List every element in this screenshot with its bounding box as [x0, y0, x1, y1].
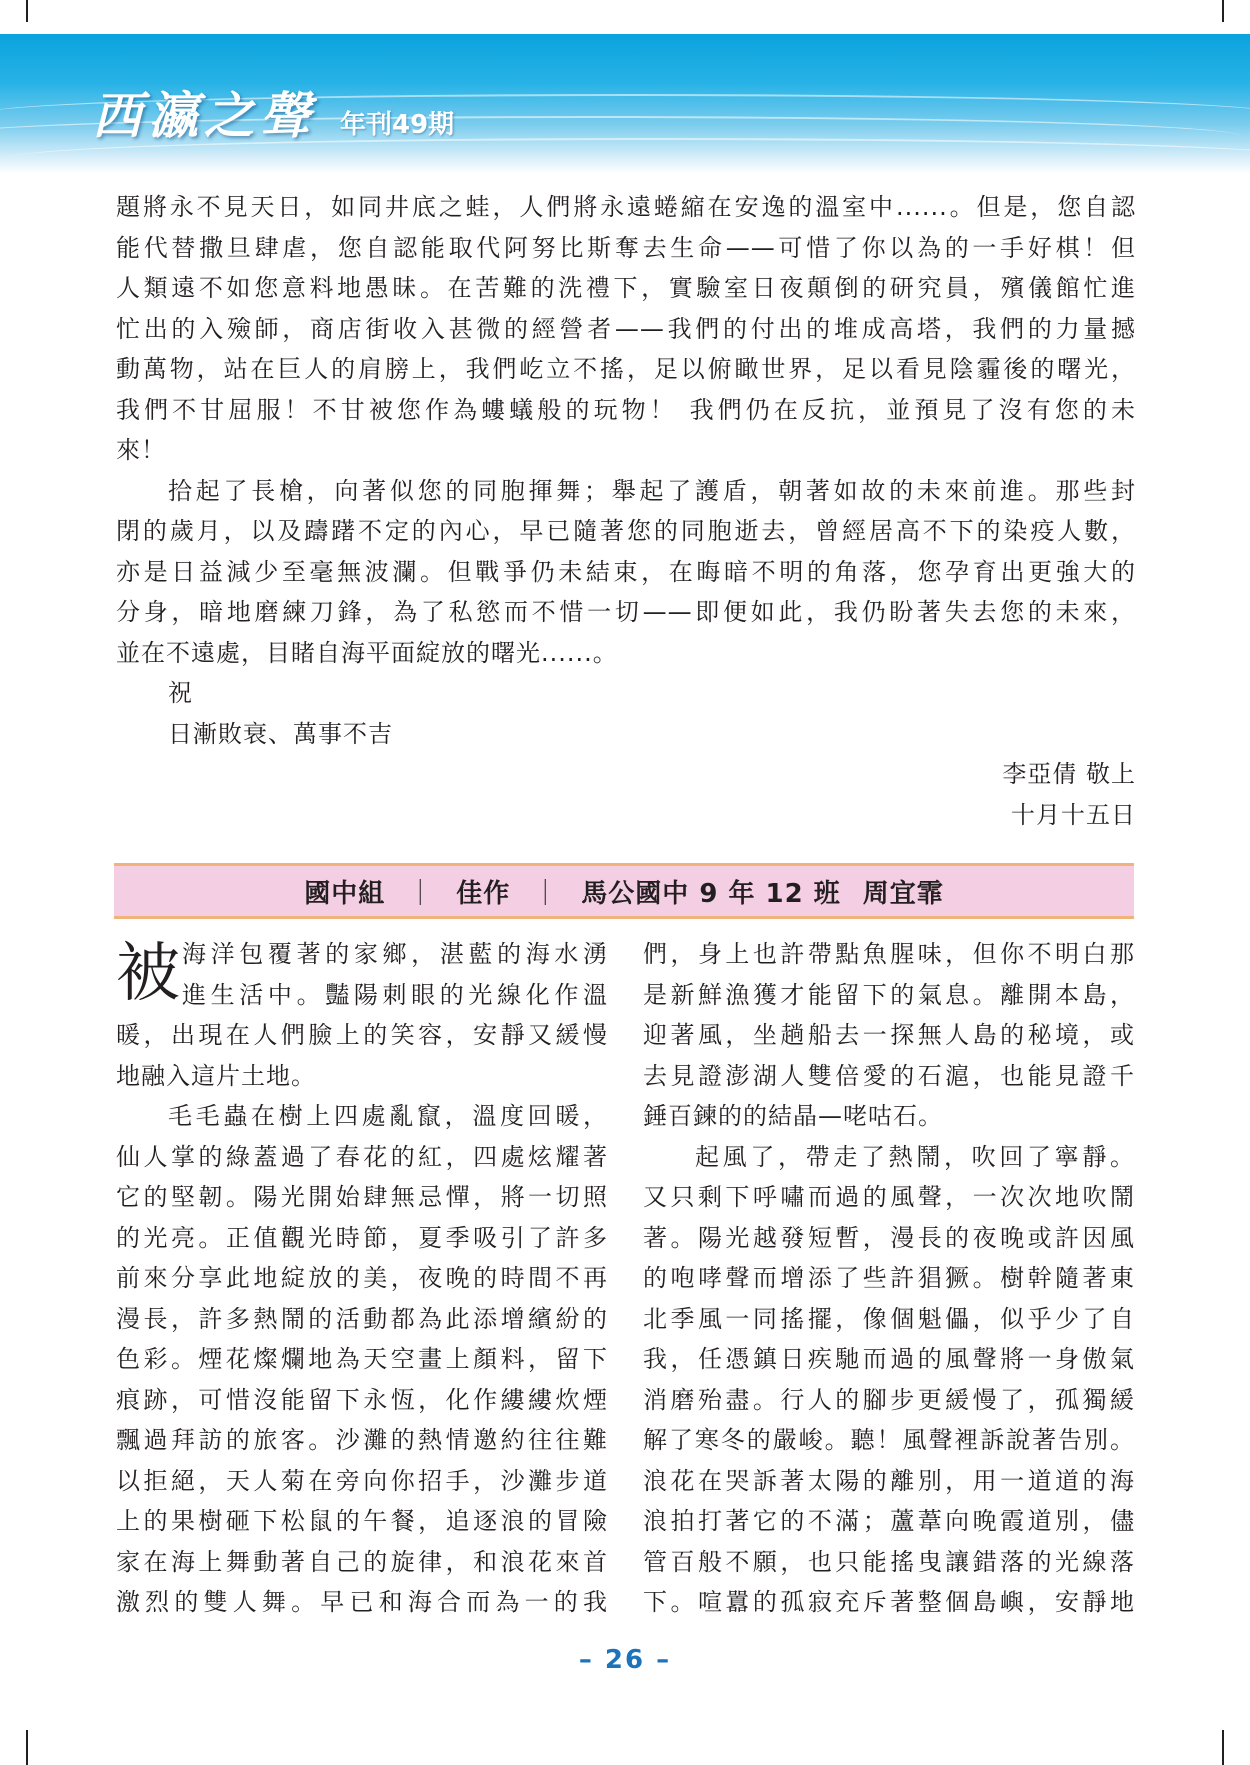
- text-line: 能代替撒旦肆虐，您自認能取代阿努比斯奪去生命——可惜了你以為的一手好棋！但: [116, 233, 1136, 262]
- award-separator: ｜: [532, 878, 560, 909]
- text-line: 浪花在哭訴著太陽的離別，用一道道的海: [643, 1466, 1135, 1495]
- text-line: 的咆哮聲而增添了些許猖獗。樹幹隨著東: [643, 1264, 1135, 1292]
- text-line: 色彩。煙花燦爛地為天空畫上顏料，留下: [116, 1345, 608, 1373]
- page-number: – 26 –: [578, 1645, 672, 1675]
- text-line: 們，身上也許帶點魚腥味，但你不明白那: [643, 940, 1135, 968]
- crop-mark-top-right: [1222, 0, 1224, 22]
- text-line: 起風了，帶走了熱鬧，吹回了寧靜。: [695, 1142, 1135, 1171]
- text-line: 題將永不見天日，如同井底之蛙，人們將永遠蜷縮在安逸的溫室中......。但是，您自認: [116, 193, 1136, 221]
- text-line: 我們不甘屈服！不甘被您作為螻蟻般的玩物！ 我們仍在反抗，並預見了沒有您的未: [116, 395, 1136, 424]
- letter-closing-wish: 日漸敗衰、萬事不吉: [168, 719, 393, 748]
- text-line: 拾起了長槍，向著似您的同胞揮舞；舉起了護盾，朝著如故的未來前進。那些封: [168, 476, 1136, 505]
- text-line: 分身，暗地磨練刀鋒，為了私慾而不惜一切——即便如此，我仍盼著失去您的未來，: [116, 598, 1136, 626]
- text-line: 動萬物，站在巨人的肩膀上，我們屹立不搖，足以俯瞰世界，足以看見陰霾後的曙光，: [116, 355, 1136, 383]
- text-line: 飄過拜訪的旅客。沙灘的熱情邀約往往難: [116, 1426, 608, 1454]
- text-line: 激烈的雙人舞。早已和海合而為一的我: [116, 1588, 608, 1616]
- award-heading: [114, 863, 1134, 919]
- drop-cap: 被: [116, 937, 181, 1011]
- text-line: 家在海上舞動著自己的旋律，和浪花來首: [116, 1547, 608, 1576]
- text-line: 它的堅韌。陽光開始肆無忌憚，將一切照: [116, 1183, 608, 1211]
- essay-opening: [116, 934, 608, 1015]
- text-line: 是新鮮漁獲才能留下的氣息。離開本島，: [643, 980, 1135, 1009]
- text-line: 迎著風，坐趟船去一探無人島的秘境，或: [643, 1021, 1135, 1049]
- text-line: 我，任憑鎮日疾馳而過的風聲將一身傲氣: [643, 1345, 1135, 1373]
- text-line: 痕跡，可惜沒能留下永恆，化作縷縷炊煙: [116, 1385, 608, 1414]
- crop-mark-bottom-left: [26, 1730, 28, 1765]
- issue-label: 年刊49期: [340, 110, 455, 140]
- text-line: 著。陽光越發短暫，漫長的夜晚或許因風: [643, 1223, 1135, 1252]
- letter-paragraph-1: [116, 187, 1136, 471]
- award-prize: 佳作: [456, 878, 511, 909]
- letter-body: [116, 187, 1136, 835]
- text-line: 下。喧囂的孤寂充斥著整個島嶼，安靜地: [643, 1588, 1135, 1616]
- text-line: 又只剩下呼嘯而過的風聲，一次次地吹鬧: [643, 1183, 1135, 1211]
- text-line: 暖，出現在人們臉上的笑容，安靜又緩慢: [116, 1021, 608, 1049]
- award-group: 國中組: [304, 878, 386, 909]
- text-line: 浪拍打著它的不滿；蘆葦向晚霞道別，儘: [643, 1507, 1135, 1535]
- text-line: 人類遠不如您意料地愚昧。在苦難的洗禮下，實驗室日夜顛倒的研究員，殯儀館忙進: [116, 274, 1136, 302]
- essay-column-right: [643, 934, 1135, 1623]
- letter-signature: 李亞倩 敬上: [1002, 760, 1136, 788]
- text-line: 亦是日益減少至毫無波瀾。但戰爭仍未結束，在晦暗不明的角落，您孕育出更強大的: [116, 557, 1136, 586]
- magazine-logo: 西瀛之聲: [92, 86, 316, 145]
- text-line: 管百般不願，也只能搖曳讓錯落的光線落: [643, 1547, 1135, 1576]
- letter-paragraph-2: [116, 471, 1136, 674]
- text-line: 上的果樹砸下松鼠的午餐，追逐浪的冒險: [116, 1507, 608, 1535]
- text-line: 來！: [116, 436, 166, 464]
- text-line: 的光亮。正值觀光時節，夏季吸引了許多: [116, 1223, 608, 1252]
- text-line: 前來分享此地綻放的美，夜晚的時間不再: [116, 1264, 608, 1292]
- award-author: 周宜霏: [862, 878, 944, 909]
- text-line: 錘百鍊的的結晶—咾咕石。: [643, 1102, 943, 1130]
- text-line: 並在不遠處，目睹自海平面綻放的曙光......。: [116, 638, 618, 667]
- text-line: 仙人掌的綠蓋過了春花的紅，四處炫耀著: [116, 1142, 608, 1171]
- award-separator: ｜: [407, 878, 435, 909]
- text-line: 進生活中。豔陽刺眼的光線化作溫: [182, 980, 608, 1009]
- text-line: 閉的歲月，以及躊躇不定的內心，早已隨著您的同胞逝去，曾經居高不下的染疫人數，: [116, 517, 1136, 545]
- letter-closing: 祝: [168, 679, 193, 707]
- text-line: 忙出的入殮師，商店街收入甚微的經營者——我們的付出的堆成高塔，我們的力量撼: [116, 314, 1136, 343]
- text-line: 海洋包覆著的家鄉，湛藍的海水湧: [182, 940, 608, 968]
- text-line: 漫長，許多熱鬧的活動都為此添增繽紛的: [116, 1304, 608, 1333]
- text-line: 以拒絕，天人菊在旁向你招手，沙灘步道: [116, 1466, 608, 1495]
- text-line: 毛毛蟲在樹上四處亂竄，溫度回暖，: [168, 1102, 608, 1130]
- text-line: 消磨殆盡。行人的腳步更緩慢了，孤獨緩: [643, 1385, 1135, 1414]
- text-line: 北季風一同搖擺，像個魁儡，似乎少了自: [643, 1304, 1135, 1333]
- crop-mark-bottom-right: [1222, 1730, 1224, 1765]
- text-line: 地融入這片土地。: [116, 1061, 316, 1090]
- header-banner: [0, 34, 1250, 174]
- crop-mark-top-left: [26, 0, 28, 22]
- award-school: 馬公國中 9 年 12 班: [581, 878, 841, 909]
- text-line: 去見證澎湖人雙倍愛的石滬，也能見證千: [643, 1061, 1135, 1090]
- text-line: 解了寒冬的嚴峻。聽！風聲裡訴說著告別。: [643, 1426, 1135, 1454]
- letter-date: 十月十五日: [1011, 800, 1136, 829]
- essay-column-left: [116, 934, 608, 1623]
